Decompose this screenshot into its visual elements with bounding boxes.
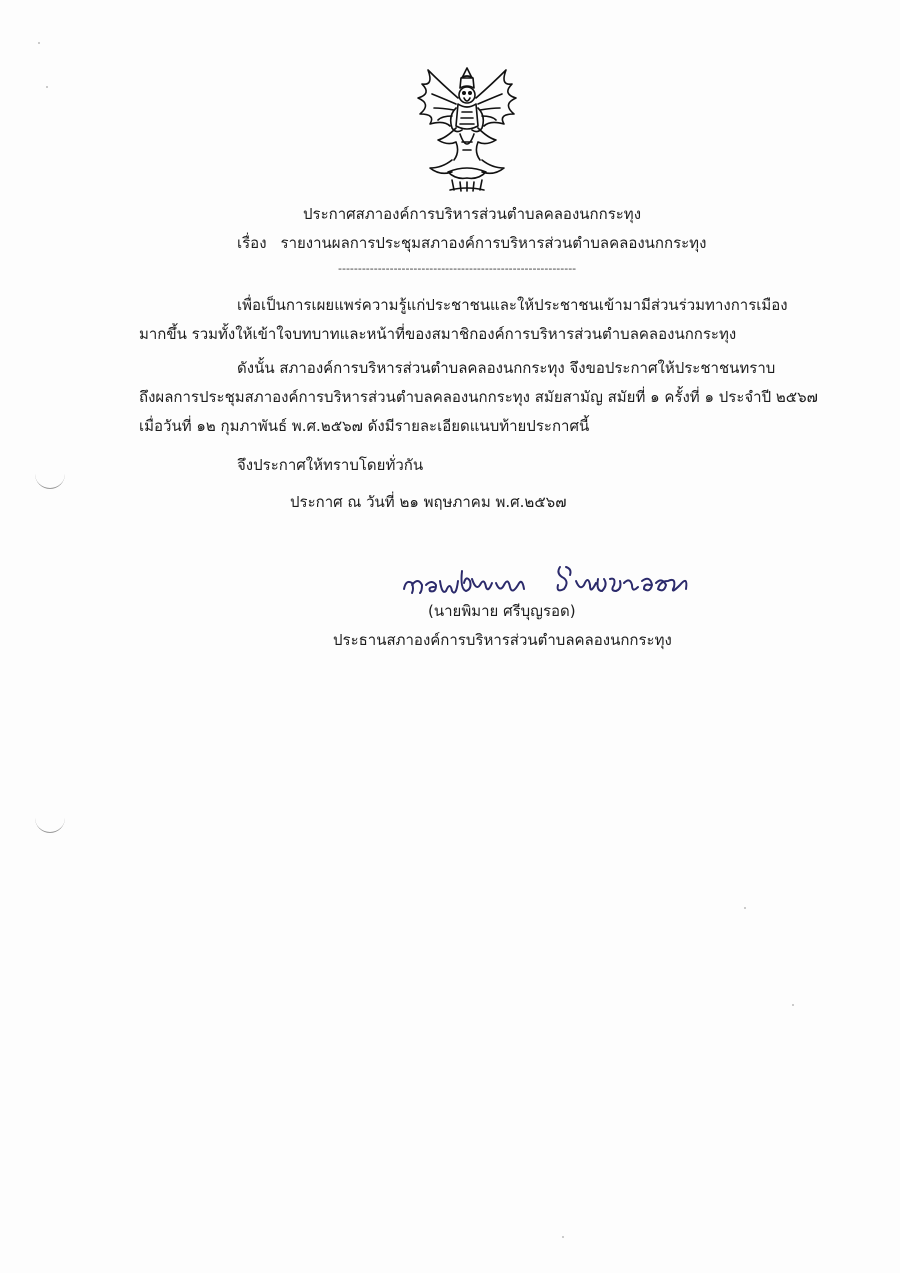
punch-hole-mark xyxy=(35,468,65,489)
scan-speck xyxy=(744,907,746,909)
paragraph2-line1: ดังนั้น สภาองค์การบริหารส่วนตำบลคลองนกกระทุง จึงขอประกาศให้ประชาชนทราบ xyxy=(237,359,776,377)
handwritten-signature xyxy=(400,555,700,607)
subject-text: รายงานผลการประชุมสภาองค์การบริหารส่วนตำบลคลองนกกระทุง xyxy=(280,234,707,252)
scan-speck xyxy=(792,1004,794,1006)
closing-statement: จึงประกาศให้ทราบโดยทั่วกัน xyxy=(237,456,424,474)
paragraph1-line1: เพื่อเป็นการเผยแพร่ความรู้แก่ประชาชนและให้ประชาชนเข้ามามีส่วนร่วมทางการเมือง xyxy=(237,296,788,314)
signatory-name: (นายพิมาย ศรีบุญรอด) xyxy=(428,602,576,620)
paragraph2-line3: เมื่อวันที่ ๑๒ กุมภาพันธ์ พ.ศ.๒๕๖๗ ดังมีรายละเอียดแนบท้ายประกาศนี้ xyxy=(139,417,590,435)
signatory-position: ประธานสภาองค์การบริหารส่วนตำบลคลองนกกระทุง xyxy=(333,631,672,649)
announcement-title: ประกาศสภาองค์การบริหารส่วนตำบลคลองนกกระทุง xyxy=(303,205,642,223)
paragraph1-line2: มากขึ้น รวมทั้งให้เข้าใจบทบาทและหน้าที่ของสมาชิกองค์การบริหารส่วนตำบลคลองนกกระทุง xyxy=(139,325,737,343)
scan-speck xyxy=(562,1236,564,1238)
scan-speck xyxy=(38,42,40,44)
announcement-date: ประกาศ ณ วันที่ ๒๑ พฤษภาคม พ.ศ.๒๕๖๗ xyxy=(290,493,567,511)
title-separator: ------------------------------------------------------------ xyxy=(338,262,577,275)
announcement-subject xyxy=(237,233,706,253)
paragraph2-line2: ถึงผลการประชุมสภาองค์การบริหารส่วนตำบลคลองนกกระทุง สมัยสามัญ สมัยที่ ๑ ครั้งที่ ๑ ประจำปี ๒๕๖๗ xyxy=(139,388,818,406)
subject-label: เรื่อง xyxy=(237,234,267,252)
punch-hole-mark xyxy=(35,812,65,833)
scan-speck xyxy=(46,86,48,88)
garuda-emblem-icon xyxy=(412,64,522,194)
